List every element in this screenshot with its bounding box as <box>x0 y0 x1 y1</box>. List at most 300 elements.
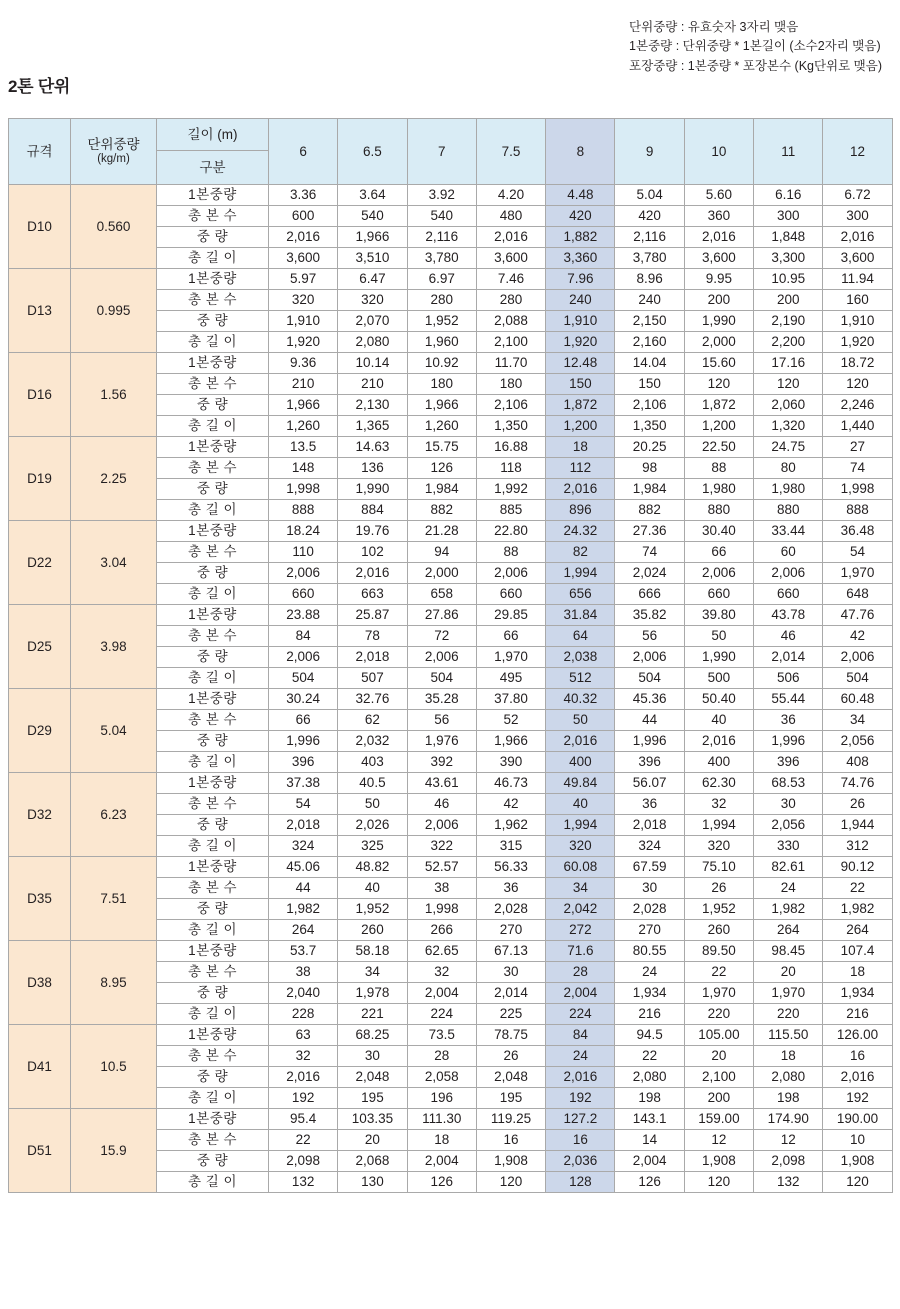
cell-row-label: 총 길 이 <box>157 584 269 605</box>
cell-value: 3.64 <box>338 185 407 206</box>
cell-value: 128 <box>546 1172 615 1193</box>
cell-value: 11.70 <box>476 353 545 374</box>
cell-value: 320 <box>338 290 407 311</box>
cell-value: 40 <box>338 878 407 899</box>
cell-unit-weight: 1.56 <box>71 353 157 437</box>
cell-value: 2,056 <box>754 815 823 836</box>
cell-value: 512 <box>546 668 615 689</box>
cell-value: 8.96 <box>615 269 684 290</box>
cell-value: 2,016 <box>684 227 753 248</box>
cell-row-label: 1본중량 <box>157 1109 269 1130</box>
cell-value: 52 <box>476 710 545 731</box>
cell-value: 16 <box>546 1130 615 1151</box>
cell-value: 2,014 <box>476 983 545 1004</box>
cell-value: 1,944 <box>823 815 892 836</box>
cell-value: 221 <box>338 1004 407 1025</box>
cell-row-label: 총 본 수 <box>157 206 269 227</box>
cell-value: 270 <box>476 920 545 941</box>
cell-value: 18.72 <box>823 353 892 374</box>
cell-value: 62 <box>338 710 407 731</box>
cell-value: 320 <box>684 836 753 857</box>
page-title: 2톤 단위 <box>8 77 70 96</box>
cell-value: 35.82 <box>615 605 684 626</box>
cell-value: 1,960 <box>407 332 476 353</box>
cell-value: 2,016 <box>823 1067 892 1088</box>
cell-value: 42 <box>823 626 892 647</box>
cell-value: 2,106 <box>476 395 545 416</box>
cell-value: 660 <box>269 584 338 605</box>
cell-value: 67.13 <box>476 941 545 962</box>
cell-value: 38 <box>269 962 338 983</box>
cell-value: 2,246 <box>823 395 892 416</box>
cell-value: 27.86 <box>407 605 476 626</box>
cell-value: 2,006 <box>754 563 823 584</box>
cell-value: 408 <box>823 752 892 773</box>
header-length: 길이 (m) <box>157 119 269 151</box>
cell-value: 2,150 <box>615 311 684 332</box>
cell-value: 24 <box>546 1046 615 1067</box>
cell-spec: D29 <box>9 689 71 773</box>
cell-value: 12 <box>684 1130 753 1151</box>
cell-value: 1,998 <box>269 479 338 500</box>
cell-value: 7.96 <box>546 269 615 290</box>
cell-value: 1,910 <box>269 311 338 332</box>
cell-row-label: 총 길 이 <box>157 920 269 941</box>
cell-row-label: 총 길 이 <box>157 1172 269 1193</box>
cell-value: 3,600 <box>823 248 892 269</box>
table-head <box>9 119 893 185</box>
cell-value: 2,004 <box>546 983 615 1004</box>
cell-value: 1,920 <box>269 332 338 353</box>
cell-value: 3.36 <box>269 185 338 206</box>
cell-value: 102 <box>338 542 407 563</box>
cell-row-label: 총 본 수 <box>157 878 269 899</box>
cell-value: 120 <box>823 374 892 395</box>
cell-value: 17.16 <box>754 353 823 374</box>
cell-value: 44 <box>615 710 684 731</box>
cell-value: 280 <box>476 290 545 311</box>
cell-unit-weight: 3.98 <box>71 605 157 689</box>
cell-value: 10.95 <box>754 269 823 290</box>
cell-value: 360 <box>684 206 753 227</box>
cell-value: 29.85 <box>476 605 545 626</box>
cell-value: 1,962 <box>476 815 545 836</box>
cell-value: 37.38 <box>269 773 338 794</box>
cell-value: 240 <box>615 290 684 311</box>
cell-value: 2,070 <box>338 311 407 332</box>
cell-value: 27.36 <box>615 521 684 542</box>
cell-row-label: 1본중량 <box>157 269 269 290</box>
cell-value: 880 <box>684 500 753 521</box>
cell-value: 1,982 <box>823 899 892 920</box>
cell-row-label: 1본중량 <box>157 605 269 626</box>
table-row <box>9 605 893 626</box>
cell-value: 1,966 <box>407 395 476 416</box>
cell-value: 6.16 <box>754 185 823 206</box>
cell-value: 68.53 <box>754 773 823 794</box>
cell-unit-weight: 8.95 <box>71 941 157 1025</box>
cell-value: 312 <box>823 836 892 857</box>
header-row-top <box>9 119 893 151</box>
cell-value: 888 <box>823 500 892 521</box>
cell-value: 126 <box>407 1172 476 1193</box>
cell-spec: D38 <box>9 941 71 1025</box>
cell-unit-weight: 6.23 <box>71 773 157 857</box>
cell-row-label: 1본중량 <box>157 1025 269 1046</box>
header-length-7-5: 7.5 <box>476 119 545 185</box>
cell-spec: D41 <box>9 1025 71 1109</box>
cell-value: 89.50 <box>684 941 753 962</box>
cell-value: 74.76 <box>823 773 892 794</box>
cell-value: 20.25 <box>615 437 684 458</box>
cell-value: 192 <box>823 1088 892 1109</box>
header-unit-weight-label: 단위중량 <box>87 136 140 152</box>
cell-value: 1,908 <box>684 1151 753 1172</box>
cell-value: 2,016 <box>269 227 338 248</box>
cell-value: 14.63 <box>338 437 407 458</box>
cell-value: 2,080 <box>338 332 407 353</box>
cell-value: 2,048 <box>476 1067 545 1088</box>
cell-spec: D16 <box>9 353 71 437</box>
cell-value: 1,848 <box>754 227 823 248</box>
cell-value: 1,984 <box>407 479 476 500</box>
cell-value: 75.10 <box>684 857 753 878</box>
cell-value: 90.12 <box>823 857 892 878</box>
cell-row-label: 총 본 수 <box>157 290 269 311</box>
cell-value: 78.75 <box>476 1025 545 1046</box>
cell-value: 50.40 <box>684 689 753 710</box>
cell-value: 126.00 <box>823 1025 892 1046</box>
cell-value: 1,976 <box>407 731 476 752</box>
cell-value: 14.04 <box>615 353 684 374</box>
cell-value: 115.50 <box>754 1025 823 1046</box>
cell-value: 50 <box>546 710 615 731</box>
cell-value: 2,006 <box>615 647 684 668</box>
cell-value: 36.48 <box>823 521 892 542</box>
cell-value: 47.76 <box>823 605 892 626</box>
cell-value: 40 <box>684 710 753 731</box>
cell-value: 2,130 <box>338 395 407 416</box>
cell-value: 196 <box>407 1088 476 1109</box>
cell-value: 192 <box>546 1088 615 1109</box>
cell-value: 480 <box>476 206 545 227</box>
cell-value: 118 <box>476 458 545 479</box>
cell-value: 174.90 <box>754 1109 823 1130</box>
cell-value: 98.45 <box>754 941 823 962</box>
cell-value: 4.48 <box>546 185 615 206</box>
cell-value: 150 <box>546 374 615 395</box>
table-row <box>9 185 893 206</box>
cell-value: 160 <box>823 290 892 311</box>
cell-value: 6.97 <box>407 269 476 290</box>
cell-unit-weight: 2.25 <box>71 437 157 521</box>
cell-value: 127.2 <box>546 1109 615 1130</box>
cell-value: 120 <box>476 1172 545 1193</box>
cell-value: 54 <box>269 794 338 815</box>
cell-row-label: 총 길 이 <box>157 332 269 353</box>
cell-value: 18 <box>546 437 615 458</box>
cell-row-label: 총 길 이 <box>157 836 269 857</box>
cell-value: 2,016 <box>269 1067 338 1088</box>
cell-row-label: 1본중량 <box>157 857 269 878</box>
cell-value: 88 <box>476 542 545 563</box>
cell-value: 220 <box>754 1004 823 1025</box>
cell-value: 2,018 <box>269 815 338 836</box>
cell-value: 30 <box>615 878 684 899</box>
cell-row-label: 1본중량 <box>157 689 269 710</box>
cell-value: 22 <box>684 962 753 983</box>
cell-value: 3,360 <box>546 248 615 269</box>
cell-value: 2,014 <box>754 647 823 668</box>
cell-value: 495 <box>476 668 545 689</box>
cell-value: 884 <box>338 500 407 521</box>
cell-value: 40.32 <box>546 689 615 710</box>
cell-value: 2,016 <box>476 227 545 248</box>
table-row <box>9 689 893 710</box>
header-unit-weight-sub: (kg/m) <box>97 152 130 165</box>
cell-value: 1,982 <box>754 899 823 920</box>
cell-value: 658 <box>407 584 476 605</box>
cell-value: 49.84 <box>546 773 615 794</box>
cell-value: 2,016 <box>338 563 407 584</box>
cell-value: 200 <box>754 290 823 311</box>
cell-value: 136 <box>338 458 407 479</box>
cell-value: 34 <box>546 878 615 899</box>
notes-block <box>629 18 882 76</box>
cell-value: 80.55 <box>615 941 684 962</box>
cell-value: 330 <box>754 836 823 857</box>
cell-row-label: 총 길 이 <box>157 1088 269 1109</box>
cell-value: 2,000 <box>684 332 753 353</box>
cell-value: 2,160 <box>615 332 684 353</box>
cell-value: 56 <box>407 710 476 731</box>
cell-value: 1,440 <box>823 416 892 437</box>
cell-value: 1,990 <box>684 647 753 668</box>
cell-value: 320 <box>269 290 338 311</box>
cell-value: 39.80 <box>684 605 753 626</box>
cell-value: 21.28 <box>407 521 476 542</box>
cell-value: 126 <box>407 458 476 479</box>
cell-value: 392 <box>407 752 476 773</box>
cell-value: 98 <box>615 458 684 479</box>
cell-value: 600 <box>269 206 338 227</box>
cell-value: 504 <box>269 668 338 689</box>
cell-spec: D19 <box>9 437 71 521</box>
cell-value: 2,018 <box>338 647 407 668</box>
cell-value: 1,320 <box>754 416 823 437</box>
cell-value: 26 <box>823 794 892 815</box>
cell-value: 192 <box>269 1088 338 1109</box>
cell-value: 1,966 <box>338 227 407 248</box>
cell-value: 224 <box>407 1004 476 1025</box>
cell-value: 2,024 <box>615 563 684 584</box>
header-length-9: 9 <box>615 119 684 185</box>
cell-value: 1,966 <box>476 731 545 752</box>
cell-value: 1,934 <box>823 983 892 1004</box>
cell-value: 66 <box>476 626 545 647</box>
cell-value: 132 <box>754 1172 823 1193</box>
cell-value: 120 <box>684 374 753 395</box>
table-row <box>9 1025 893 1046</box>
cell-value: 7.46 <box>476 269 545 290</box>
cell-value: 126 <box>615 1172 684 1193</box>
cell-value: 32.76 <box>338 689 407 710</box>
header-division: 구분 <box>157 151 269 185</box>
cell-value: 1,365 <box>338 416 407 437</box>
cell-value: 16 <box>476 1130 545 1151</box>
cell-value: 2,098 <box>754 1151 823 1172</box>
cell-value: 220 <box>684 1004 753 1025</box>
cell-value: 198 <box>615 1088 684 1109</box>
cell-value: 15.75 <box>407 437 476 458</box>
cell-value: 30.40 <box>684 521 753 542</box>
cell-value: 1,908 <box>476 1151 545 1172</box>
rebar-weight-table <box>8 118 893 1193</box>
cell-value: 540 <box>338 206 407 227</box>
cell-unit-weight: 0.560 <box>71 185 157 269</box>
cell-value: 1,996 <box>754 731 823 752</box>
cell-value: 2,036 <box>546 1151 615 1172</box>
cell-value: 1,990 <box>684 311 753 332</box>
cell-value: 1,998 <box>407 899 476 920</box>
cell-value: 62.65 <box>407 941 476 962</box>
cell-value: 270 <box>615 920 684 941</box>
cell-value: 2,004 <box>407 1151 476 1172</box>
cell-row-label: 총 본 수 <box>157 710 269 731</box>
cell-spec: D35 <box>9 857 71 941</box>
cell-unit-weight: 15.9 <box>71 1109 157 1193</box>
cell-value: 43.61 <box>407 773 476 794</box>
cell-value: 105.00 <box>684 1025 753 1046</box>
note-line-2: 1본중량 : 단위중량 * 1본길이 (소수2자리 맺음) <box>629 39 881 54</box>
header-length-6-5: 6.5 <box>338 119 407 185</box>
cell-value: 148 <box>269 458 338 479</box>
cell-value: 26 <box>684 878 753 899</box>
cell-value: 24.75 <box>754 437 823 458</box>
cell-spec: D22 <box>9 521 71 605</box>
cell-value: 24 <box>615 962 684 983</box>
cell-value: 12.48 <box>546 353 615 374</box>
cell-value: 2,100 <box>684 1067 753 1088</box>
cell-value: 44 <box>269 878 338 899</box>
cell-value: 325 <box>338 836 407 857</box>
cell-value: 94 <box>407 542 476 563</box>
cell-value: 2,006 <box>407 815 476 836</box>
cell-row-label: 총 길 이 <box>157 416 269 437</box>
cell-value: 1,350 <box>615 416 684 437</box>
cell-value: 45.06 <box>269 857 338 878</box>
cell-value: 22 <box>269 1130 338 1151</box>
cell-value: 210 <box>269 374 338 395</box>
cell-value: 28 <box>407 1046 476 1067</box>
cell-row-label: 총 길 이 <box>157 668 269 689</box>
cell-value: 666 <box>615 584 684 605</box>
cell-value: 1,872 <box>684 395 753 416</box>
cell-value: 2,200 <box>754 332 823 353</box>
cell-value: 195 <box>476 1088 545 1109</box>
cell-value: 507 <box>338 668 407 689</box>
cell-value: 264 <box>823 920 892 941</box>
cell-value: 30 <box>338 1046 407 1067</box>
cell-value: 30.24 <box>269 689 338 710</box>
table-row <box>9 521 893 542</box>
cell-value: 73.5 <box>407 1025 476 1046</box>
cell-value: 60.08 <box>546 857 615 878</box>
cell-row-label: 중 량 <box>157 1151 269 1172</box>
cell-value: 78 <box>338 626 407 647</box>
cell-value: 180 <box>407 374 476 395</box>
cell-value: 882 <box>615 500 684 521</box>
cell-row-label: 총 본 수 <box>157 542 269 563</box>
cell-row-label: 1본중량 <box>157 437 269 458</box>
cell-value: 2,000 <box>407 563 476 584</box>
cell-value: 2,080 <box>754 1067 823 1088</box>
cell-value: 22 <box>823 878 892 899</box>
cell-value: 660 <box>476 584 545 605</box>
cell-value: 216 <box>823 1004 892 1025</box>
cell-value: 540 <box>407 206 476 227</box>
header-length-10: 10 <box>684 119 753 185</box>
cell-value: 46 <box>407 794 476 815</box>
cell-value: 888 <box>269 500 338 521</box>
cell-value: 420 <box>546 206 615 227</box>
cell-value: 322 <box>407 836 476 857</box>
cell-value: 110 <box>269 542 338 563</box>
cell-value: 150 <box>615 374 684 395</box>
cell-value: 5.60 <box>684 185 753 206</box>
cell-value: 260 <box>338 920 407 941</box>
cell-value: 2,004 <box>407 983 476 1004</box>
cell-value: 260 <box>684 920 753 941</box>
cell-value: 32 <box>684 794 753 815</box>
cell-value: 1,200 <box>684 416 753 437</box>
cell-value: 63 <box>269 1025 338 1046</box>
cell-value: 119.25 <box>476 1109 545 1130</box>
cell-value: 82 <box>546 542 615 563</box>
cell-value: 396 <box>754 752 823 773</box>
cell-value: 31.84 <box>546 605 615 626</box>
cell-value: 1,920 <box>823 332 892 353</box>
cell-unit-weight: 5.04 <box>71 689 157 773</box>
table-row <box>9 437 893 458</box>
cell-value: 34 <box>823 710 892 731</box>
cell-value: 56.33 <box>476 857 545 878</box>
cell-value: 36 <box>754 710 823 731</box>
cell-row-label: 총 본 수 <box>157 794 269 815</box>
cell-row-label: 중 량 <box>157 1067 269 1088</box>
cell-row-label: 총 길 이 <box>157 248 269 269</box>
cell-value: 2,006 <box>269 563 338 584</box>
cell-value: 5.97 <box>269 269 338 290</box>
cell-row-label: 1본중량 <box>157 185 269 206</box>
cell-value: 10 <box>823 1130 892 1151</box>
cell-value: 50 <box>684 626 753 647</box>
cell-row-label: 중 량 <box>157 899 269 920</box>
cell-value: 216 <box>615 1004 684 1025</box>
cell-value: 80 <box>754 458 823 479</box>
cell-value: 54 <box>823 542 892 563</box>
cell-value: 9.95 <box>684 269 753 290</box>
cell-value: 225 <box>476 1004 545 1025</box>
cell-value: 1,970 <box>476 647 545 668</box>
cell-value: 27 <box>823 437 892 458</box>
cell-value: 2,016 <box>546 479 615 500</box>
cell-value: 15.60 <box>684 353 753 374</box>
cell-value: 1,998 <box>823 479 892 500</box>
cell-value: 2,040 <box>269 983 338 1004</box>
cell-value: 1,994 <box>546 815 615 836</box>
cell-value: 55.44 <box>754 689 823 710</box>
